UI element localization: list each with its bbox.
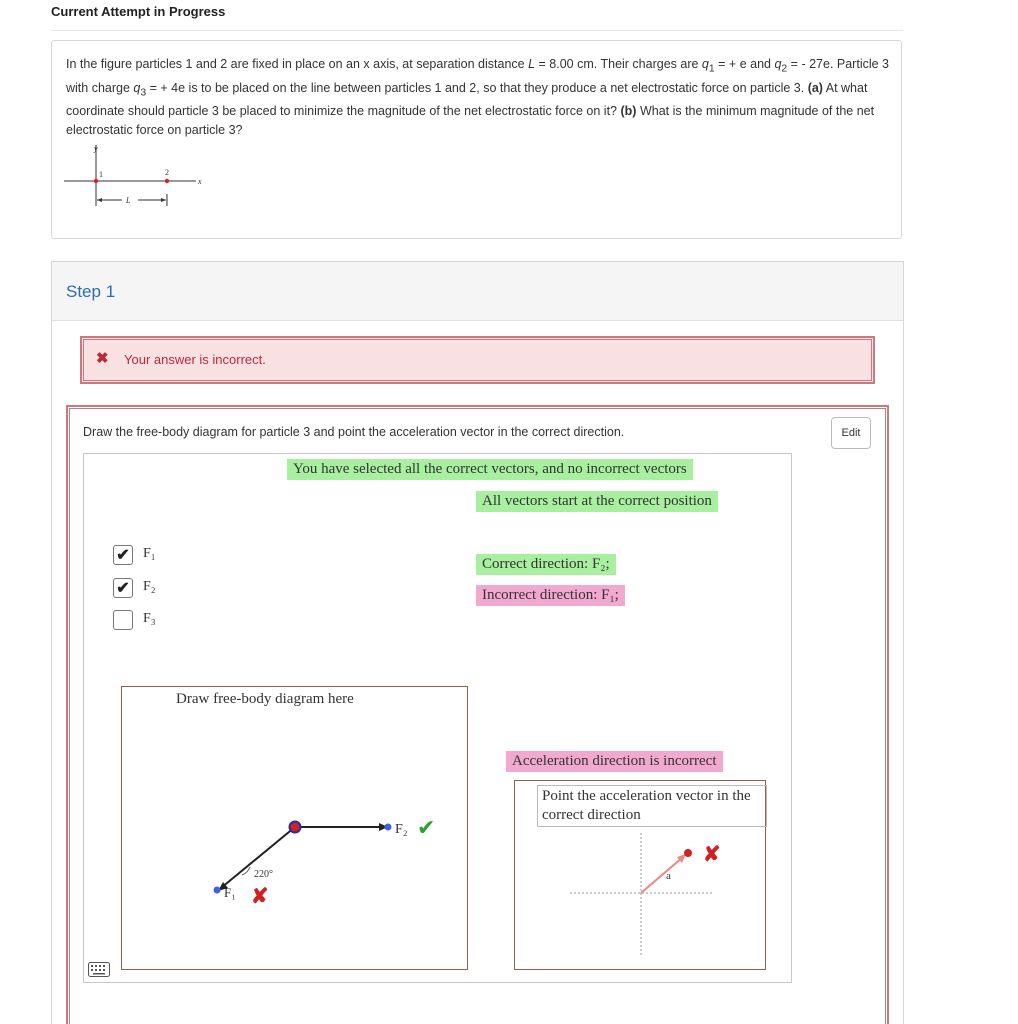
L-symbol: L	[528, 57, 536, 71]
checkbox-f3[interactable]	[113, 610, 133, 630]
page-title: Current Attempt in Progress	[51, 4, 226, 19]
particle-2-label: 2	[165, 168, 169, 177]
checkbox-f1[interactable]: ✔	[113, 545, 133, 565]
particle-3-dot	[290, 822, 301, 833]
step-label: Step 1	[66, 282, 116, 301]
feedback-positions: All vectors start at the correct position	[476, 491, 718, 512]
q3-subscript: 3	[140, 87, 147, 98]
question-text	[66, 55, 891, 140]
check-icon: ✔	[417, 815, 436, 840]
figure-y-label: y	[94, 144, 98, 153]
figure-x-label: x	[198, 177, 202, 186]
q2-value: = - 27e.	[787, 57, 834, 71]
feedback-incorrect-direction: Incorrect direction: F₁;	[476, 585, 625, 606]
particle-2-dot	[165, 179, 169, 183]
q3-symbol: q	[133, 80, 141, 95]
acceleration-area[interactable]	[514, 780, 766, 970]
feedback-selection: You have selected all the correct vectors, and no incorrect vectors	[287, 459, 693, 480]
vector-f2-label: F₂	[395, 822, 408, 837]
feedback-acceleration: Acceleration direction is incorrect	[506, 751, 723, 772]
fbd-title: Draw free-body diagram here	[176, 691, 354, 707]
angle-label: 220°	[254, 869, 273, 880]
q3-value: = + 4e is to be placed on the line between particles 1 and 2, so that they produce a net electrostatic force on particle 3.	[146, 80, 808, 95]
feedback-correct-direction: Correct direction: F₂;	[476, 554, 616, 575]
vector-label-f2: F₂	[143, 579, 156, 594]
wrong-mark-icon-accel: ✘	[703, 842, 721, 866]
part-a-label: (a)	[807, 80, 823, 95]
vector-f2-handle[interactable]	[385, 824, 392, 831]
particle-1-dot	[94, 179, 98, 183]
q2-symbol: q	[774, 57, 782, 71]
task-prompt: Draw the free-body diagram for particle 3 and point the acceleration vector in the correct direction.	[83, 425, 625, 439]
part-b-text: What is the minimum magnitude of the net electrostatic force on particle 3?	[66, 104, 875, 137]
vector-label-f3: F₃	[143, 611, 156, 626]
particle-1-label: 1	[99, 170, 103, 179]
fbd-drawing-area[interactable]	[121, 686, 468, 970]
acceleration-label: a	[666, 870, 671, 882]
vector-label-f1: F₁	[143, 546, 156, 561]
particle-figure	[64, 141, 224, 216]
checkbox-f2[interactable]: ✔	[113, 578, 133, 598]
edit-button[interactable]: Edit	[831, 417, 871, 449]
part-a-text: At what coordinate should particle 3 be placed to minimize the magnitude of the net electrostatic force on it?	[66, 80, 868, 118]
acceleration-canvas[interactable]	[515, 781, 765, 969]
q1-subscript: 1	[708, 63, 715, 75]
L-left-arrowhead	[97, 198, 102, 202]
x-icon: ✖	[96, 350, 109, 367]
q1-value: = + e and	[714, 57, 775, 71]
step-header	[52, 262, 903, 321]
q1-symbol: q	[701, 57, 709, 71]
fbd-canvas[interactable]	[122, 687, 467, 969]
keyboard-icon[interactable]	[88, 962, 110, 977]
incorrect-banner	[80, 336, 875, 384]
q2-subscript: 2	[781, 63, 788, 75]
wrong-mark-icon: ✘	[251, 884, 269, 908]
incorrect-message: Your answer is incorrect.	[124, 352, 266, 367]
header-divider	[51, 30, 903, 31]
vector-f1-label: F₁	[224, 885, 236, 900]
question-panel	[51, 40, 902, 239]
part-b-label: (b)	[620, 104, 637, 118]
acceleration-instruction: Point the acceleration vector in the correct direction	[537, 785, 767, 827]
vector-f1-handle[interactable]	[214, 887, 221, 894]
question-intro: In the figure particles 1 and 2 are fixed in place on an x axis, at separation distance	[66, 57, 529, 71]
acceleration-handle[interactable]	[684, 849, 692, 857]
L-label: L	[126, 196, 131, 205]
L-right-arrowhead	[161, 198, 166, 202]
question-line2: Particle 3 with charge	[66, 57, 890, 95]
acceleration-vector-line	[641, 857, 683, 893]
L-value: = 8.00 cm. Their charges are	[535, 57, 702, 71]
